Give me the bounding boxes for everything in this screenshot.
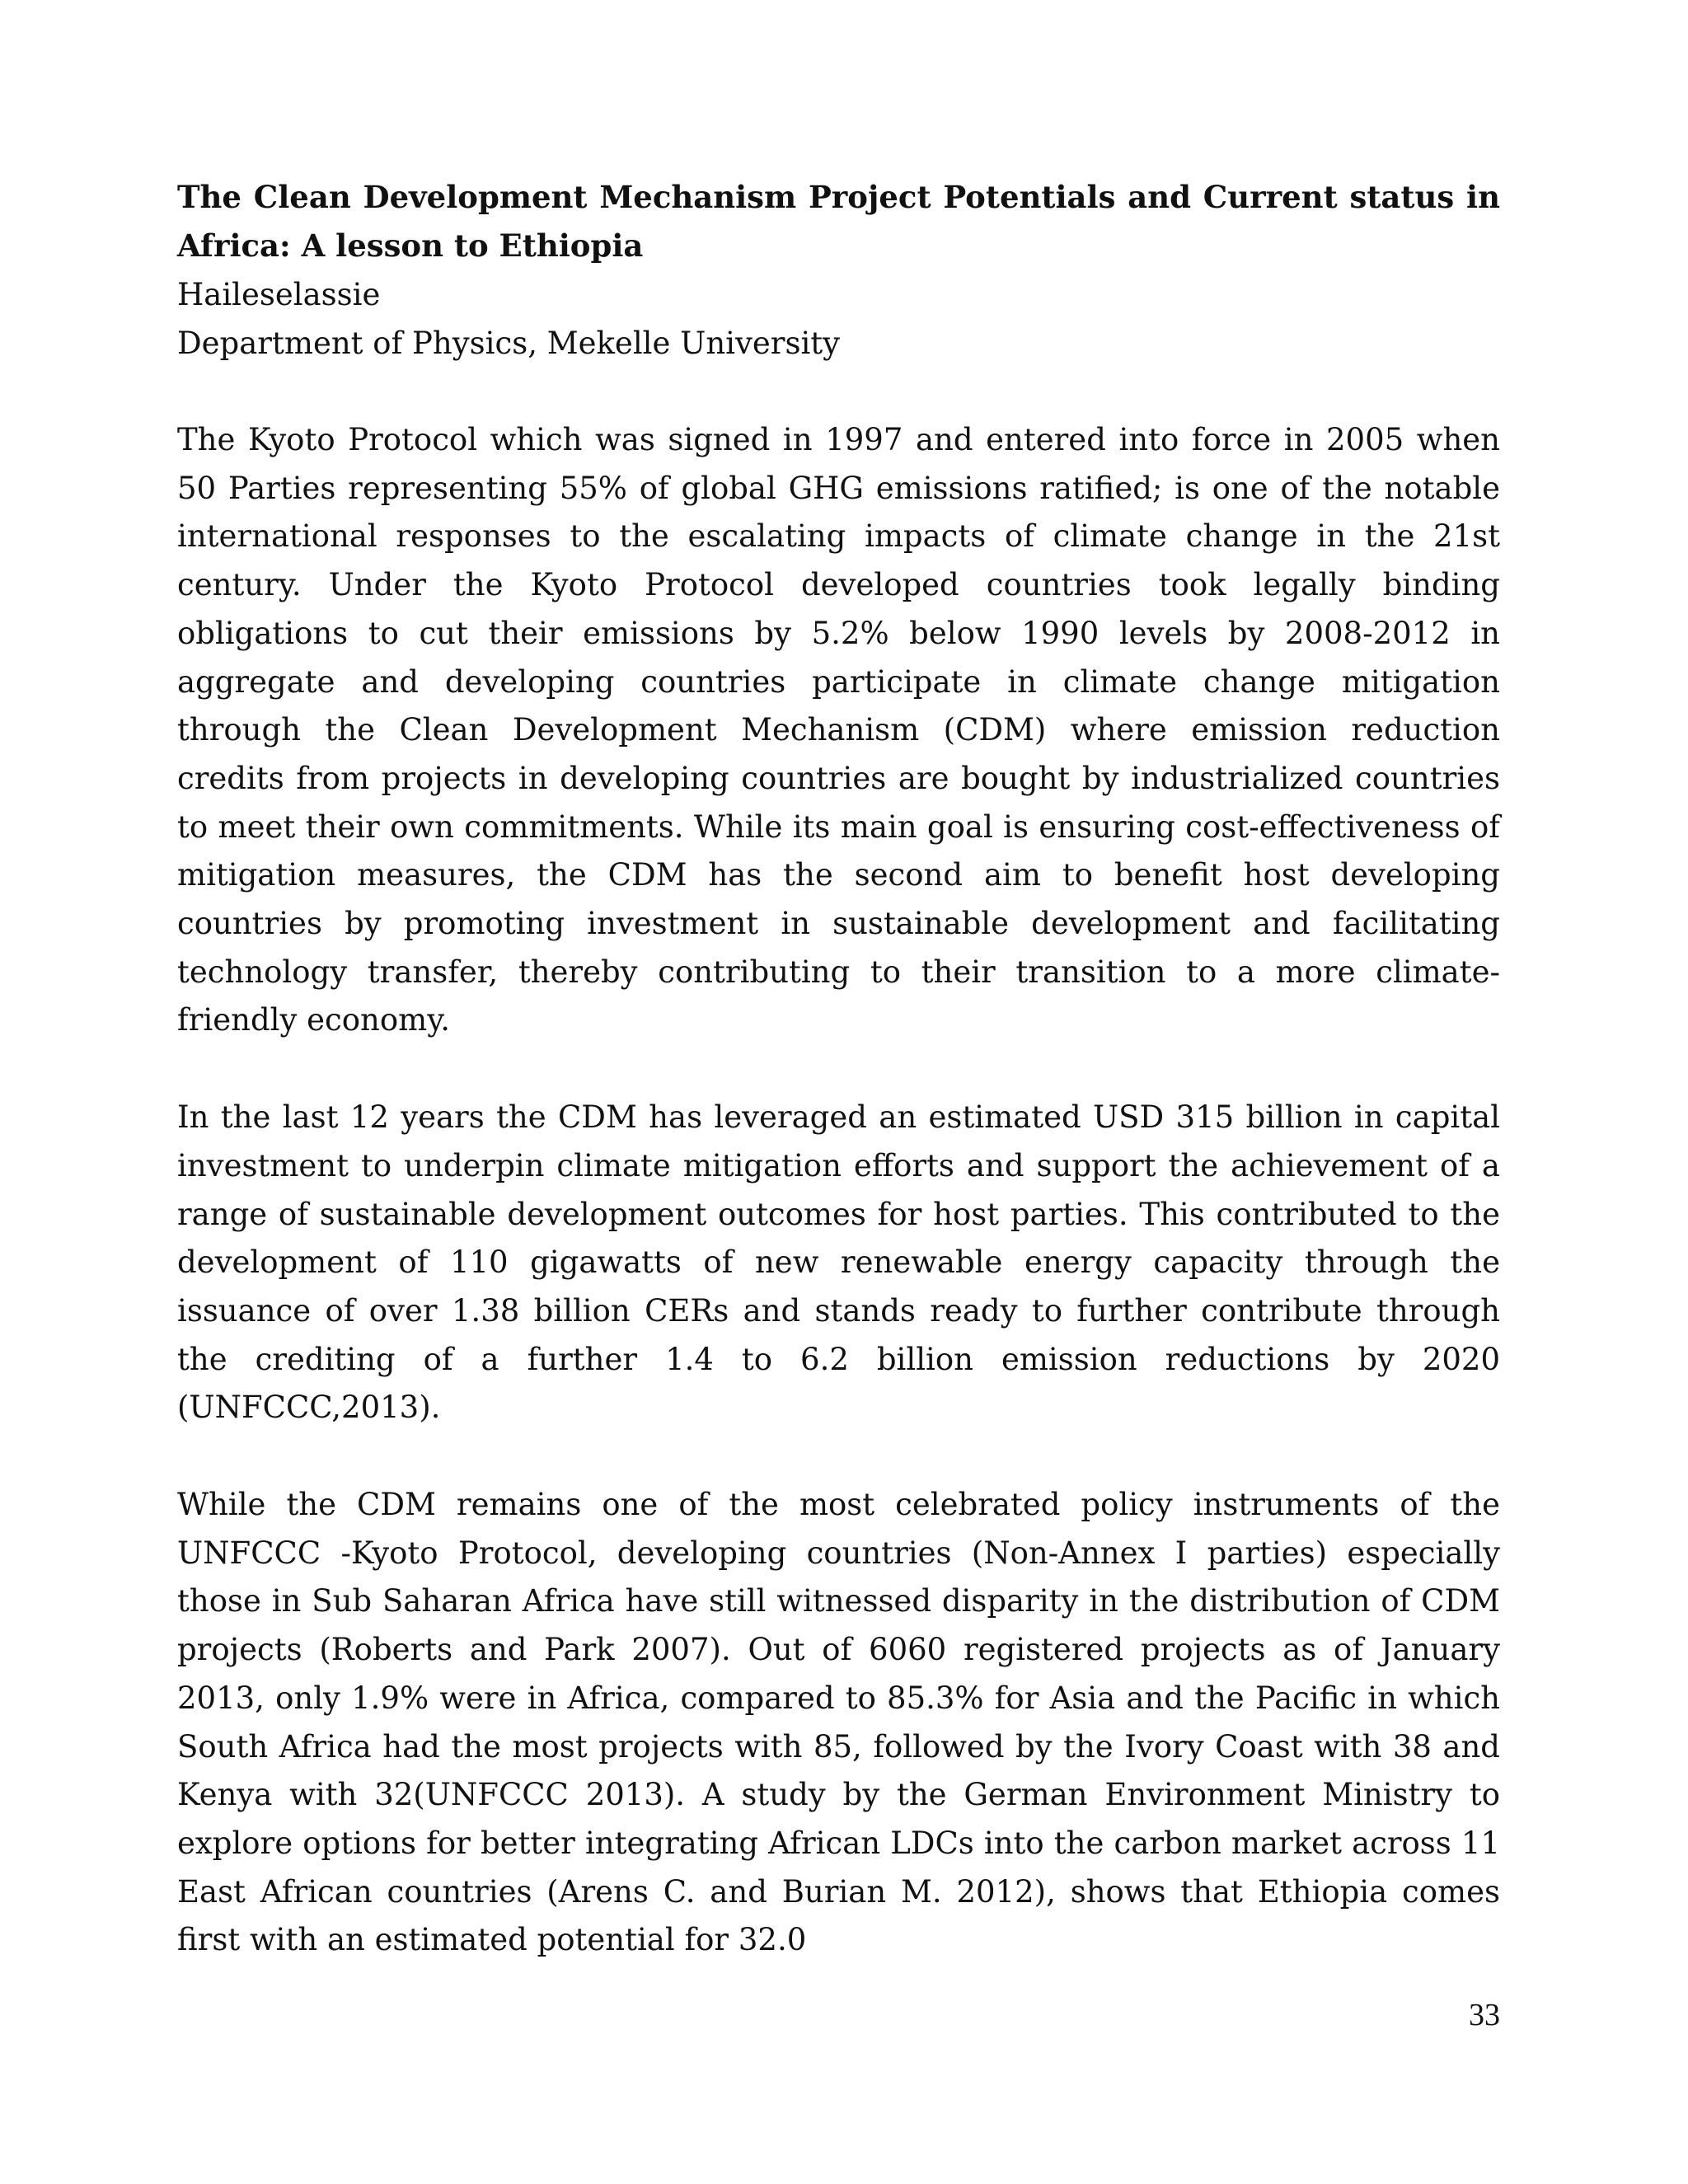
author-affiliation: Department of Physics, Mekelle University — [177, 326, 841, 361]
body-paragraph-2: In the last 12 years the CDM has leveraged an estimated USD 315 billion in capital investment to underpin climate mitigation efforts and support the achievement of a range of sustainable development outcomes for host parties. This contributed to the development of 110 gigawatts of new renewable energy capacity through the issuance of over 1.38 billion CERs and stands ready to further contribute through the crediting of a further 1.4 to 6.2 billion emission reductions by 2020 (UNFCCC,2013). — [177, 1099, 1500, 1426]
page-number: 33 — [1469, 1998, 1500, 2032]
article-title: The Clean Development Mechanism Project Potentials and Current status in Africa: A lesson to Ethiopia — [177, 179, 1500, 264]
body-paragraph-3: While the CDM remains one of the most celebrated policy instruments of the UNFCCC -Kyoto Protocol, developing countries (Non-Annex I parties) especially those in Sub Saharan Africa have still witnessed disparity in the distribution of CDM projects (Roberts and Park 2007). Out of 6060 registered projects as of January 2013, only 1.9% were in Africa, compared to 85.3% for Asia and the Pacific in which South Africa had the most projects with 85, followed by the Ivory Coast with 38 and Kenya with 32(UNFCCC 2013). A study by the German Environment Ministry to explore options for better integrating African LDCs into the carbon market across 11 East African countries (Arens C. and Burian M. 2012), shows that Ethiopia comes first with an estimated potential for 32.0 — [177, 1487, 1500, 1958]
document-page — [177, 173, 1500, 1965]
author-name: Haileselassie — [177, 277, 381, 312]
body-paragraph-1: The Kyoto Protocol which was signed in 1997 and entered into force in 2005 when 50 Parties representing 55% of global GHG emissions ratified; is one of the notable international responses to the escalating impacts of climate change in the 21st century. Under the Kyoto Protocol developed countries took legally binding obligations to cut their emissions by 5.2% below 1990 levels by 2008-2012 in aggregate and developing countries participate in climate change mitigation through the Clean Development Mechanism (CDM) where emission reduction credits from projects in developing countries are bought by industrialized countries to meet their own commitments. While its main goal is ensuring cost-effectiveness of mitigation measures, the CDM has the second aim to benefit host developing countries by promoting investment in sustainable development and facilitating technology transfer, thereby contributing to their transition to a more climate-friendly economy. — [177, 422, 1500, 1038]
